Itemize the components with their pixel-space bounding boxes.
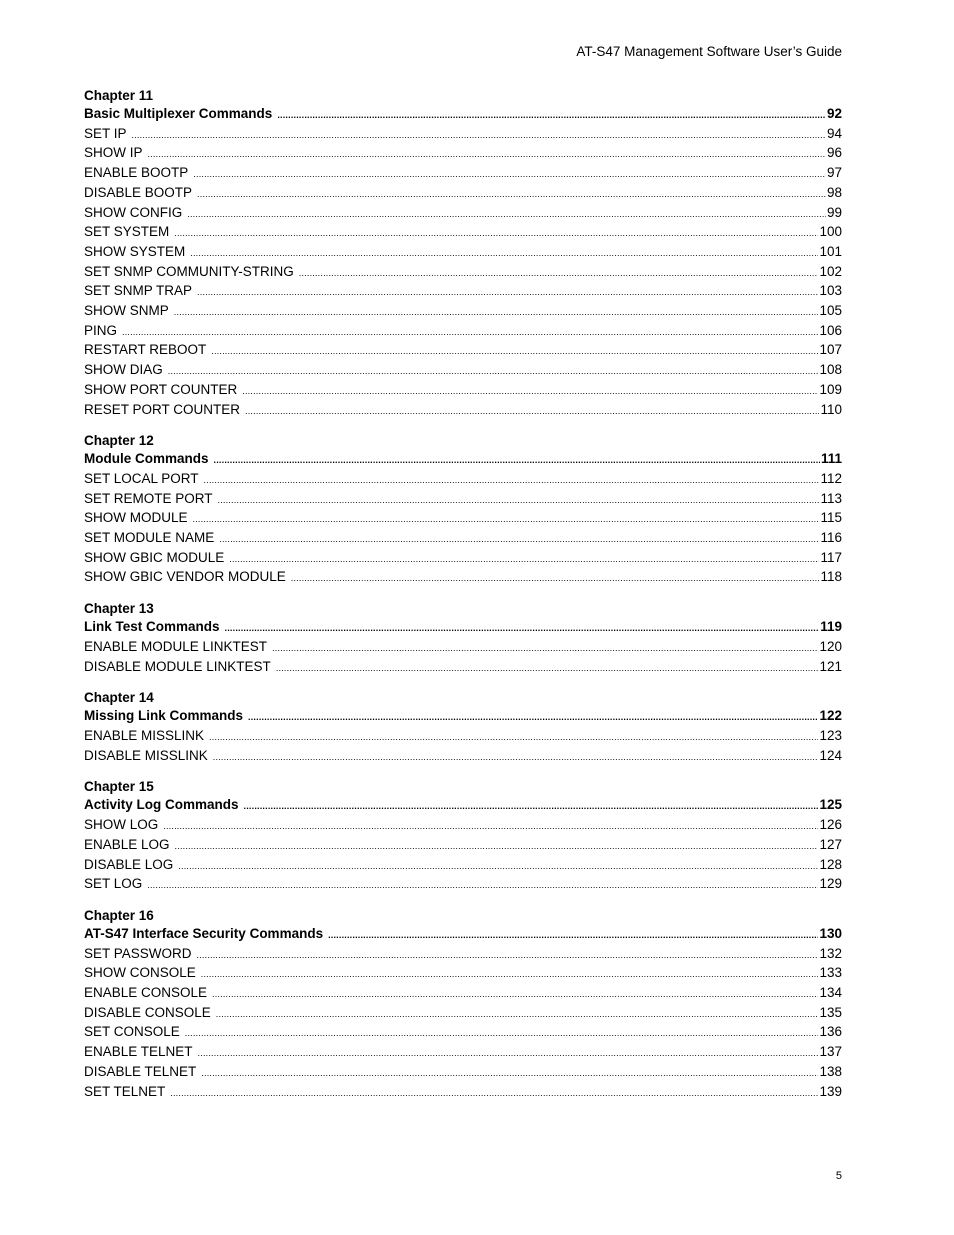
toc-entry[interactable] (84, 1043, 842, 1063)
toc-entry[interactable] (84, 1004, 842, 1024)
entry-page-number: 134 (819, 985, 842, 1001)
entry-page-number: 122 (819, 708, 842, 724)
dot-leader (201, 1064, 818, 1083)
dot-leader (276, 659, 819, 678)
dot-leader (211, 342, 818, 361)
toc-chapter (84, 777, 842, 895)
toc-entry[interactable] (84, 945, 842, 965)
dot-leader (245, 402, 819, 421)
dot-leader (185, 1024, 819, 1043)
toc-entry[interactable] (84, 263, 842, 283)
entry-page-number: 113 (820, 490, 842, 506)
dot-leader (213, 748, 819, 767)
entry-page-number: 136 (819, 1024, 842, 1040)
toc-entry[interactable] (84, 568, 842, 588)
toc-entry[interactable] (84, 1023, 842, 1043)
entry-title: ENABLE LOG (84, 836, 170, 852)
toc-entry[interactable] (84, 836, 842, 856)
toc-entry[interactable] (84, 341, 842, 361)
dot-leader (170, 1084, 818, 1103)
dot-leader (225, 619, 820, 638)
toc-entry[interactable] (84, 549, 842, 569)
entry-page-number: 102 (819, 263, 842, 279)
dot-leader (197, 283, 818, 302)
entry-title: SHOW PORT COUNTER (84, 381, 238, 397)
dot-leader (193, 165, 826, 184)
dot-leader (178, 857, 818, 876)
toc-entry[interactable] (84, 223, 842, 243)
dot-leader (204, 471, 820, 490)
entry-page-number: 99 (826, 204, 842, 220)
entry-title: DISABLE CONSOLE (84, 1004, 211, 1020)
dot-leader (272, 639, 818, 658)
entry-title: ENABLE MODULE LINKTEST (84, 638, 268, 654)
entry-title: Missing Link Commands (84, 708, 244, 724)
chapter-label: Chapter 11 (84, 88, 154, 103)
entry-title: RESET PORT COUNTER (84, 401, 241, 417)
entry-title: SET PASSWORD (84, 945, 192, 961)
toc-entry[interactable] (84, 1063, 842, 1083)
entry-page-number: 139 (819, 1083, 842, 1099)
entry-title: DISABLE BOOTP (84, 184, 193, 200)
running-header: AT-S47 Management Software User’s Guide (576, 44, 842, 59)
dot-leader (147, 876, 818, 895)
toc-entry[interactable] (84, 875, 842, 895)
dot-leader (168, 362, 819, 381)
entry-page-number: 115 (820, 510, 842, 526)
chapter-title-entry[interactable] (84, 796, 842, 816)
entry-page-number: 120 (819, 638, 842, 654)
entry-page-number: 123 (819, 727, 842, 743)
toc-entry[interactable] (84, 816, 842, 836)
toc-entry[interactable] (84, 381, 842, 401)
toc-entry[interactable] (84, 984, 842, 1004)
toc-entry[interactable] (84, 509, 842, 529)
toc-entry[interactable] (84, 125, 842, 145)
entry-title: SHOW CONSOLE (84, 965, 196, 981)
chapter-label: Chapter 15 (84, 779, 154, 795)
dot-leader (198, 1044, 819, 1063)
entry-title: ENABLE TELNET (84, 1044, 193, 1060)
dot-leader (291, 569, 820, 588)
entry-page-number: 101 (819, 243, 842, 259)
dot-leader (174, 303, 819, 322)
dot-leader (248, 708, 818, 727)
dot-leader (216, 1005, 819, 1024)
chapter-label: Chapter 12 (84, 433, 154, 449)
entry-title: SET REMOTE PORT (84, 490, 213, 506)
entry-title: SHOW GBIC VENDOR MODULE (84, 569, 286, 585)
entry-title: SET SYSTEM (84, 224, 170, 240)
entry-page-number: 133 (819, 965, 842, 981)
toc-chapter (84, 906, 842, 1102)
chapter-label: Chapter 16 (84, 907, 154, 923)
entry-page-number: 125 (819, 797, 842, 813)
entry-page-number: 119 (820, 619, 842, 635)
dot-leader (219, 530, 819, 549)
dot-leader (201, 965, 819, 984)
dot-leader (174, 224, 818, 243)
entry-title: SET CONSOLE (84, 1024, 180, 1040)
dot-leader (197, 946, 819, 965)
entry-page-number: 126 (819, 817, 842, 833)
entry-page-number: 118 (820, 569, 842, 585)
entry-page-number: 135 (819, 1004, 842, 1020)
entry-page-number: 129 (819, 876, 842, 892)
toc-entry[interactable] (84, 490, 842, 510)
entry-title: SHOW IP (84, 145, 143, 161)
toc-entry[interactable] (84, 964, 842, 984)
entry-title: DISABLE LOG (84, 856, 174, 872)
entry-page-number: 138 (819, 1063, 842, 1079)
entry-page-number: 124 (819, 747, 842, 763)
entry-page-number: 117 (820, 549, 842, 565)
toc-entry[interactable] (84, 204, 842, 224)
page-number: 5 (835, 1170, 842, 1182)
entry-page-number: 106 (819, 322, 842, 338)
dot-leader (163, 817, 818, 836)
dot-leader (187, 205, 826, 224)
entry-page-number: 127 (819, 836, 842, 852)
toc-chapter (84, 431, 842, 588)
toc-chapter (84, 599, 842, 677)
dot-leader (193, 510, 820, 529)
entry-page-number: 94 (826, 125, 842, 141)
toc-entry[interactable] (84, 302, 842, 322)
entry-title: SET IP (84, 125, 127, 141)
dot-leader (190, 244, 818, 263)
toc-entry[interactable] (84, 638, 842, 658)
entry-title: SET LOG (84, 876, 143, 892)
dot-leader (229, 550, 819, 569)
chapter-title-entry[interactable] (84, 450, 842, 470)
entry-page-number: 98 (826, 184, 842, 200)
entry-page-number: 109 (819, 381, 842, 397)
entry-page-number: 103 (819, 283, 842, 299)
entry-title: SET SNMP TRAP (84, 283, 193, 299)
entry-title: SHOW CONFIG (84, 204, 183, 220)
dot-leader (277, 106, 826, 125)
toc-entry[interactable] (84, 184, 842, 204)
toc-entry[interactable] (84, 243, 842, 263)
entry-page-number: 128 (819, 856, 842, 872)
chapter-title-entry[interactable] (84, 707, 842, 727)
toc-entry[interactable] (84, 470, 842, 490)
entry-title: ENABLE BOOTP (84, 165, 189, 181)
entry-title: SHOW MODULE (84, 510, 188, 526)
dot-leader (197, 185, 826, 204)
chapter-label: Chapter 14 (84, 690, 154, 706)
dot-leader (242, 382, 818, 401)
chapter-title-entry[interactable] (84, 618, 842, 638)
toc-chapter (84, 688, 842, 766)
entry-page-number: 137 (819, 1044, 842, 1060)
toc-entry[interactable] (84, 1083, 842, 1103)
entry-title: RESTART REBOOT (84, 342, 207, 358)
chapter-label: Chapter 13 (84, 601, 154, 617)
entry-title: ENABLE MISSLINK (84, 727, 205, 743)
toc-entry[interactable] (84, 361, 842, 381)
dot-leader (299, 264, 819, 283)
toc-entry[interactable] (84, 529, 842, 549)
toc-entry[interactable] (84, 727, 842, 747)
dot-leader (175, 837, 819, 856)
dot-leader (132, 126, 826, 145)
toc-entry[interactable] (84, 658, 842, 678)
dot-leader (218, 491, 820, 510)
dot-leader (214, 451, 820, 470)
entry-title: SHOW SNMP (84, 303, 169, 319)
entry-title: SHOW LOG (84, 817, 159, 833)
toc-entry[interactable] (84, 747, 842, 767)
entry-title: DISABLE TELNET (84, 1063, 197, 1079)
entry-page-number: 121 (819, 658, 842, 674)
entry-title: DISABLE MODULE LINKTEST (84, 658, 271, 674)
dot-leader (148, 145, 826, 164)
entry-page-number: 108 (819, 362, 842, 378)
entry-title: SHOW GBIC MODULE (84, 549, 225, 565)
entry-page-number: 132 (819, 945, 842, 961)
entry-page-number: 96 (826, 145, 842, 161)
entry-page-number: 112 (820, 470, 842, 486)
toc-entry[interactable] (84, 401, 842, 421)
entry-page-number: 100 (819, 224, 842, 240)
entry-title: AT-S47 Interface Security Commands (84, 925, 324, 941)
dot-leader (212, 985, 818, 1004)
entry-page-number: 92 (826, 106, 842, 121)
entry-page-number: 97 (826, 165, 842, 181)
toc-chapter (84, 86, 842, 420)
dot-leader (328, 926, 818, 945)
chapter-title-entry[interactable] (84, 925, 842, 945)
entry-page-number: 111 (820, 451, 842, 467)
entry-page-number: 116 (820, 530, 842, 546)
toc-entry[interactable] (84, 144, 842, 164)
dot-leader (209, 728, 818, 747)
entry-title: SHOW DIAG (84, 362, 163, 378)
entry-page-number: 130 (819, 925, 842, 941)
entry-title: DISABLE MISSLINK (84, 747, 208, 763)
entry-title: Link Test Commands (84, 619, 220, 635)
toc-entry[interactable] (84, 856, 842, 876)
entry-title: SET SNMP COMMUNITY-STRING (84, 263, 294, 279)
toc-entry[interactable] (84, 164, 842, 184)
toc-entry[interactable] (84, 322, 842, 342)
toc-entry[interactable] (84, 282, 842, 302)
entry-title: SET MODULE NAME (84, 530, 215, 546)
entry-title: SET LOCAL PORT (84, 470, 199, 486)
entry-title: Activity Log Commands (84, 797, 239, 813)
entry-title: SHOW SYSTEM (84, 243, 186, 259)
entry-title: Basic Multiplexer Commands (84, 106, 273, 121)
chapter-title-entry[interactable] (84, 105, 842, 125)
entry-title: Module Commands (84, 451, 209, 467)
entry-page-number: 107 (819, 342, 842, 358)
entry-page-number: 105 (819, 303, 842, 319)
entry-title: PING (84, 322, 118, 338)
entry-page-number: 110 (820, 401, 842, 417)
dot-leader (244, 797, 819, 816)
entry-title: ENABLE CONSOLE (84, 985, 208, 1001)
table-of-contents (84, 86, 842, 1113)
dot-leader (122, 323, 818, 342)
entry-title: SET TELNET (84, 1083, 166, 1099)
